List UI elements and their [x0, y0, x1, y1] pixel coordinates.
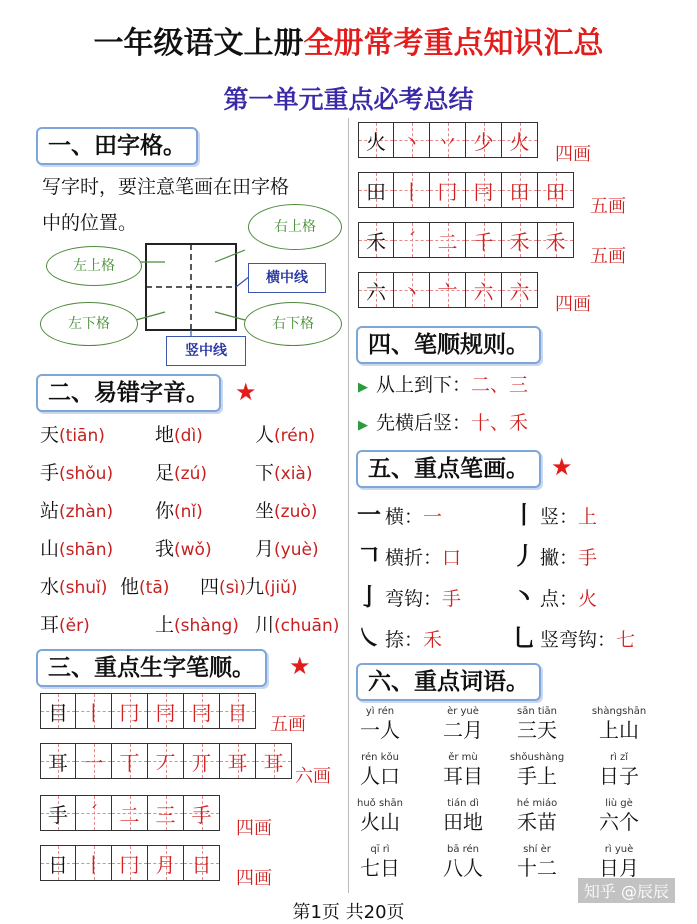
stroke-step: 丨 — [83, 700, 104, 725]
hanzi: 九 — [245, 576, 265, 598]
pinyin: (yuè) — [274, 540, 319, 560]
stroke-example: 手 — [442, 588, 462, 610]
word-hanzi: 火山 — [360, 810, 400, 834]
hanzi: 坐 — [255, 500, 275, 522]
word-pinyin: shí èr — [523, 844, 551, 855]
grid-stroke — [538, 172, 574, 208]
word-pinyin: sān tiān — [516, 706, 558, 717]
hanzi: 水 — [40, 576, 60, 598]
grid-stroke — [184, 743, 220, 779]
stroke-item — [512, 580, 597, 616]
triangle-icon: ▶ — [358, 380, 368, 395]
stroke-grid — [358, 122, 538, 158]
word-item — [428, 798, 498, 835]
stroke-example: 手 — [578, 547, 598, 569]
word-item — [584, 752, 654, 789]
stroke-step: 丨 — [83, 852, 104, 877]
pinyin: (tiān) — [59, 426, 105, 446]
pinyin: (tā) — [139, 578, 170, 598]
grid-stroke — [430, 272, 466, 308]
word-pinyin: tián dì — [447, 798, 479, 809]
grid-stroke — [538, 222, 574, 258]
grid-stroke — [184, 845, 220, 881]
pinyin-item — [40, 608, 90, 643]
character: 火 — [366, 129, 386, 154]
stroke-count: 四画 — [555, 294, 591, 315]
hanzi: 人 — [255, 424, 275, 446]
stroke-step: 二 — [119, 802, 140, 827]
stroke-item — [357, 498, 442, 534]
stroke-example: 一 — [423, 506, 443, 528]
section-1-text-line1: 写字时，要注意笔画在田字格 — [42, 176, 290, 198]
word-pinyin: èr yuè — [447, 706, 479, 717]
word-item — [584, 844, 654, 881]
grid-stroke — [184, 693, 220, 729]
stroke-step: 冂 — [437, 179, 458, 204]
word-hanzi: 人口 — [360, 764, 400, 788]
bubble-top-left: 左上格 — [46, 246, 142, 286]
page-footer: 第1页 共20页 — [292, 902, 405, 923]
character: 目 — [48, 700, 68, 725]
triangle-icon: ▶ — [358, 418, 368, 433]
pinyin: (dì) — [174, 426, 203, 446]
grid-char — [358, 222, 394, 258]
stroke-step: ˊ — [88, 801, 99, 825]
hanzi: 地 — [155, 424, 175, 446]
stroke-step: 六 — [509, 279, 530, 304]
stroke-step: 目 — [227, 700, 248, 725]
grid-stroke — [430, 222, 466, 258]
word-pinyin: ěr mù — [448, 752, 478, 763]
pinyin-item — [155, 418, 203, 453]
bubble-bottom-right: 右下格 — [244, 302, 342, 346]
word-hanzi: 上山 — [599, 718, 639, 742]
stroke-grid — [358, 172, 574, 208]
pinyin: (nǐ) — [174, 502, 203, 522]
pinyin-row — [40, 494, 340, 528]
grid-stroke — [466, 172, 502, 208]
pinyin-row — [40, 570, 340, 604]
pinyin-item — [255, 456, 312, 491]
grid-stroke — [76, 845, 112, 881]
stroke-step: 耳 — [263, 750, 284, 775]
section-5-heading: 五、重点笔画。 — [356, 450, 541, 488]
stroke-step: 丨 — [401, 179, 422, 204]
stroke-name: 竖： — [540, 506, 579, 528]
word-item — [345, 752, 415, 789]
pinyin-row — [40, 608, 340, 642]
word-item — [345, 844, 415, 881]
pinyin: (chuān) — [274, 616, 340, 636]
stroke-example: 口 — [442, 547, 462, 569]
stroke-step: 冃 — [473, 179, 494, 204]
word-item — [502, 706, 572, 743]
character: 耳 — [48, 750, 68, 775]
pinyin-item — [245, 570, 298, 605]
pinyin: (zuò) — [274, 502, 318, 522]
pinyin-row — [40, 418, 340, 452]
grid-char — [40, 795, 76, 831]
stroke-step: 二 — [437, 229, 458, 254]
rule-item: ▶ 先横后竖：十、禾 — [358, 412, 529, 434]
stroke-count: 五画 — [590, 246, 626, 267]
rule-item: ▶ 从上到下：二、三 — [358, 374, 529, 396]
stroke-item — [512, 498, 597, 534]
hanzi: 我 — [155, 538, 175, 560]
stroke-step: 田 — [545, 179, 566, 204]
stroke-example: 火 — [578, 588, 598, 610]
pinyin-item — [155, 494, 203, 529]
pinyin: (shuǐ) — [59, 578, 108, 598]
stroke-grid — [40, 845, 220, 881]
stroke-item — [357, 621, 442, 657]
word-pinyin: rì zǐ — [609, 752, 629, 763]
stroke-glyph: 丨 — [512, 500, 536, 529]
stroke-count: 四画 — [236, 818, 272, 839]
stroke-step: 丶 — [401, 129, 422, 154]
grid-stroke — [148, 693, 184, 729]
character: 田 — [366, 179, 386, 204]
hanzi: 天 — [40, 424, 60, 446]
grid-stroke — [394, 222, 430, 258]
page-subtitle: 第一单元重点必考总结 — [223, 85, 474, 114]
stroke-step: 冂 — [119, 852, 140, 877]
hanzi: 他 — [120, 576, 140, 598]
pinyin: (jiǔ) — [264, 578, 298, 598]
word-pinyin: shàngshān — [591, 706, 647, 717]
pinyin-item — [155, 456, 207, 491]
stroke-name: 弯钩： — [385, 588, 443, 610]
word-hanzi: 十二 — [517, 856, 557, 880]
word-hanzi: 手上 — [517, 764, 557, 788]
hanzi: 山 — [40, 538, 60, 560]
stroke-step: 冃 — [155, 700, 176, 725]
star-icon: ★ — [551, 453, 573, 481]
stroke-step: 田 — [509, 179, 530, 204]
grid-stroke — [76, 693, 112, 729]
pinyin: (xià) — [274, 464, 313, 484]
stroke-step: 丆 — [155, 750, 176, 775]
stroke-step: 丶 — [401, 279, 422, 304]
hanzi: 你 — [155, 500, 175, 522]
stroke-count: 四画 — [236, 868, 272, 889]
word-hanzi: 禾苗 — [517, 810, 557, 834]
stroke-glyph: 丶 — [512, 582, 536, 611]
word-pinyin: yì rén — [365, 706, 395, 717]
word-hanzi: 八人 — [443, 856, 483, 880]
word-pinyin: huǒ shān — [357, 798, 403, 809]
grid-stroke — [394, 172, 430, 208]
stroke-item — [512, 539, 597, 575]
stroke-step: 丌 — [191, 750, 212, 775]
grid-stroke — [184, 795, 220, 831]
stroke-step: 手 — [191, 802, 212, 827]
grid-stroke — [502, 172, 538, 208]
stroke-step: 冃 — [191, 700, 212, 725]
word-pinyin: rì yuè — [604, 844, 634, 855]
stroke-name: 竖弯钩： — [540, 629, 617, 651]
pinyin-item — [255, 418, 315, 453]
word-item — [345, 706, 415, 743]
grid-char — [358, 172, 394, 208]
section-6-heading: 六、重点词语。 — [356, 663, 541, 701]
page-title: 一年级语文上册全册常考重点知识汇总 — [93, 26, 604, 61]
section-3-heading: 三、重点生字笔顺。 — [36, 649, 267, 687]
grid-char — [358, 272, 394, 308]
pinyin-row — [40, 532, 340, 566]
hanzi: 下 — [255, 462, 275, 484]
pinyin: (sì) — [219, 578, 246, 598]
stroke-example: 七 — [616, 629, 636, 651]
character: 日 — [48, 852, 68, 877]
grid-stroke — [430, 122, 466, 158]
pinyin-item — [40, 456, 113, 491]
pinyin: (zú) — [174, 464, 207, 484]
word-item — [502, 844, 572, 881]
word-pinyin: qī rì — [370, 844, 390, 855]
pinyin: (wǒ) — [174, 540, 212, 560]
pinyin: (rén) — [274, 426, 316, 446]
word-pinyin: shǒushàng — [509, 752, 565, 763]
pinyin-item — [200, 570, 246, 605]
hanzi: 站 — [40, 500, 60, 522]
bubble-bottom-left: 左下格 — [40, 302, 138, 346]
pinyin-item — [155, 608, 239, 643]
stroke-step: 冂 — [119, 700, 140, 725]
pinyin-item — [255, 608, 339, 643]
stroke-name: 撇： — [540, 547, 579, 569]
word-pinyin: liù gè — [605, 798, 633, 809]
stroke-item — [512, 621, 635, 657]
grid-stroke — [112, 693, 148, 729]
grid-stroke — [502, 222, 538, 258]
grid-char — [40, 743, 76, 779]
stroke-grid — [40, 693, 256, 729]
stroke-step: 火 — [509, 129, 530, 154]
grid-stroke — [148, 845, 184, 881]
grid-stroke — [112, 845, 148, 881]
word-hanzi: 二月 — [443, 718, 483, 742]
pinyin-item — [40, 570, 107, 605]
hanzi: 月 — [255, 538, 275, 560]
stroke-glyph: 𠃍 — [357, 541, 381, 570]
pinyin-item — [255, 532, 319, 567]
grid-stroke — [220, 743, 256, 779]
word-pinyin: hé miáo — [516, 798, 558, 809]
pinyin: (zhàn) — [59, 502, 114, 522]
stroke-step: 禾 — [509, 229, 530, 254]
stroke-example: 禾 — [423, 629, 443, 651]
hanzi: 上 — [155, 614, 175, 636]
grid-stroke — [256, 743, 292, 779]
hanzi: 川 — [255, 614, 275, 636]
word-item — [428, 752, 498, 789]
hanzi: 耳 — [40, 614, 60, 636]
stroke-count: 四画 — [555, 144, 591, 165]
stroke-grid — [358, 272, 538, 308]
stroke-step: 三 — [155, 802, 176, 827]
hanzi: 手 — [40, 462, 60, 484]
grid-stroke — [502, 272, 538, 308]
word-item — [428, 706, 498, 743]
word-hanzi: 六个 — [599, 810, 639, 834]
watermark: 知乎 @辰辰 — [578, 878, 675, 903]
word-item — [502, 798, 572, 835]
grid-char — [40, 693, 76, 729]
stroke-item — [357, 580, 461, 616]
stroke-grid — [40, 795, 220, 831]
section-1-text-line2: 中的位置。 — [42, 212, 138, 234]
stroke-step: 耳 — [227, 750, 248, 775]
word-item — [584, 798, 654, 835]
word-hanzi: 田地 — [443, 810, 483, 834]
stroke-step: 丅 — [119, 750, 140, 775]
stroke-count: 五画 — [590, 196, 626, 217]
section-2-heading: 二、易错字音。 — [36, 374, 221, 412]
pinyin: (shàng) — [174, 616, 239, 636]
grid-stroke — [502, 122, 538, 158]
grid-stroke — [148, 795, 184, 831]
pinyin-item — [255, 494, 317, 529]
word-hanzi: 一人 — [360, 718, 400, 742]
character: 六 — [366, 279, 386, 304]
grid-stroke — [76, 743, 112, 779]
word-item — [584, 706, 654, 743]
stroke-step: 少 — [473, 129, 494, 154]
pinyin: (ěr) — [59, 616, 90, 636]
stroke-glyph: 丿 — [512, 541, 536, 570]
stroke-step: 日 — [191, 852, 212, 877]
pinyin-item — [155, 532, 212, 567]
word-hanzi: 日月 — [599, 856, 639, 880]
stroke-count: 五画 — [270, 714, 306, 735]
bubble-top-right: 右上格 — [248, 204, 342, 250]
word-item — [345, 798, 415, 835]
character: 禾 — [366, 229, 386, 254]
stroke-step: 月 — [155, 852, 176, 877]
pinyin-row — [40, 456, 340, 490]
stroke-grid — [40, 743, 292, 779]
stroke-grid — [358, 222, 574, 258]
stroke-step: 丷 — [437, 129, 458, 154]
section-4-heading: 四、笔顺规则。 — [356, 326, 541, 364]
grid-stroke — [466, 272, 502, 308]
hanzi: 足 — [155, 462, 175, 484]
grid-stroke — [466, 122, 502, 158]
stroke-glyph: 乚 — [512, 623, 536, 652]
grid-stroke — [112, 795, 148, 831]
stroke-step: 亠 — [437, 279, 458, 304]
word-hanzi: 三天 — [517, 718, 557, 742]
character: 手 — [48, 802, 68, 827]
word-pinyin: rén kǒu — [361, 752, 399, 763]
stroke-example: 上 — [578, 506, 598, 528]
pinyin-item — [120, 570, 169, 605]
grid-stroke — [76, 795, 112, 831]
pinyin-item — [40, 418, 105, 453]
grid-stroke — [220, 693, 256, 729]
stroke-glyph: 一 — [357, 500, 381, 529]
stroke-step: 禾 — [545, 229, 566, 254]
label-horizontal-midline: 横中线 — [248, 263, 326, 293]
stroke-count: 六画 — [295, 766, 331, 787]
grid-char — [40, 845, 76, 881]
word-hanzi: 七日 — [360, 856, 400, 880]
label-vertical-midline: 竖中线 — [166, 336, 246, 366]
stroke-name: 横： — [385, 506, 424, 528]
star-icon: ★ — [235, 378, 257, 406]
stroke-item — [357, 539, 461, 575]
stroke-glyph: 亅 — [357, 582, 381, 611]
stroke-step: 一 — [83, 750, 104, 775]
star-icon: ★ — [289, 652, 311, 680]
pinyin-item — [40, 532, 113, 567]
stroke-name: 横折： — [385, 547, 443, 569]
hanzi: 四 — [200, 576, 220, 598]
pinyin-item — [40, 494, 113, 529]
word-pinyin: bā rén — [446, 844, 480, 855]
word-item — [502, 752, 572, 789]
word-hanzi: 日子 — [599, 764, 639, 788]
section-1-heading: 一、田字格。 — [36, 127, 198, 165]
word-item — [428, 844, 498, 881]
grid-stroke — [430, 172, 466, 208]
stroke-step: ˊ — [406, 228, 417, 252]
grid-stroke — [394, 122, 430, 158]
stroke-step: 六 — [473, 279, 494, 304]
grid-stroke — [112, 743, 148, 779]
stroke-step: 千 — [473, 229, 494, 254]
grid-stroke — [148, 743, 184, 779]
grid-char — [358, 122, 394, 158]
grid-stroke — [394, 272, 430, 308]
stroke-glyph: ㇏ — [357, 623, 381, 652]
stroke-name: 捺： — [385, 629, 424, 651]
grid-stroke — [466, 222, 502, 258]
word-hanzi: 耳目 — [443, 764, 483, 788]
stroke-name: 点： — [540, 588, 579, 610]
pinyin: (shān) — [59, 540, 114, 560]
pinyin: (shǒu) — [59, 464, 114, 484]
